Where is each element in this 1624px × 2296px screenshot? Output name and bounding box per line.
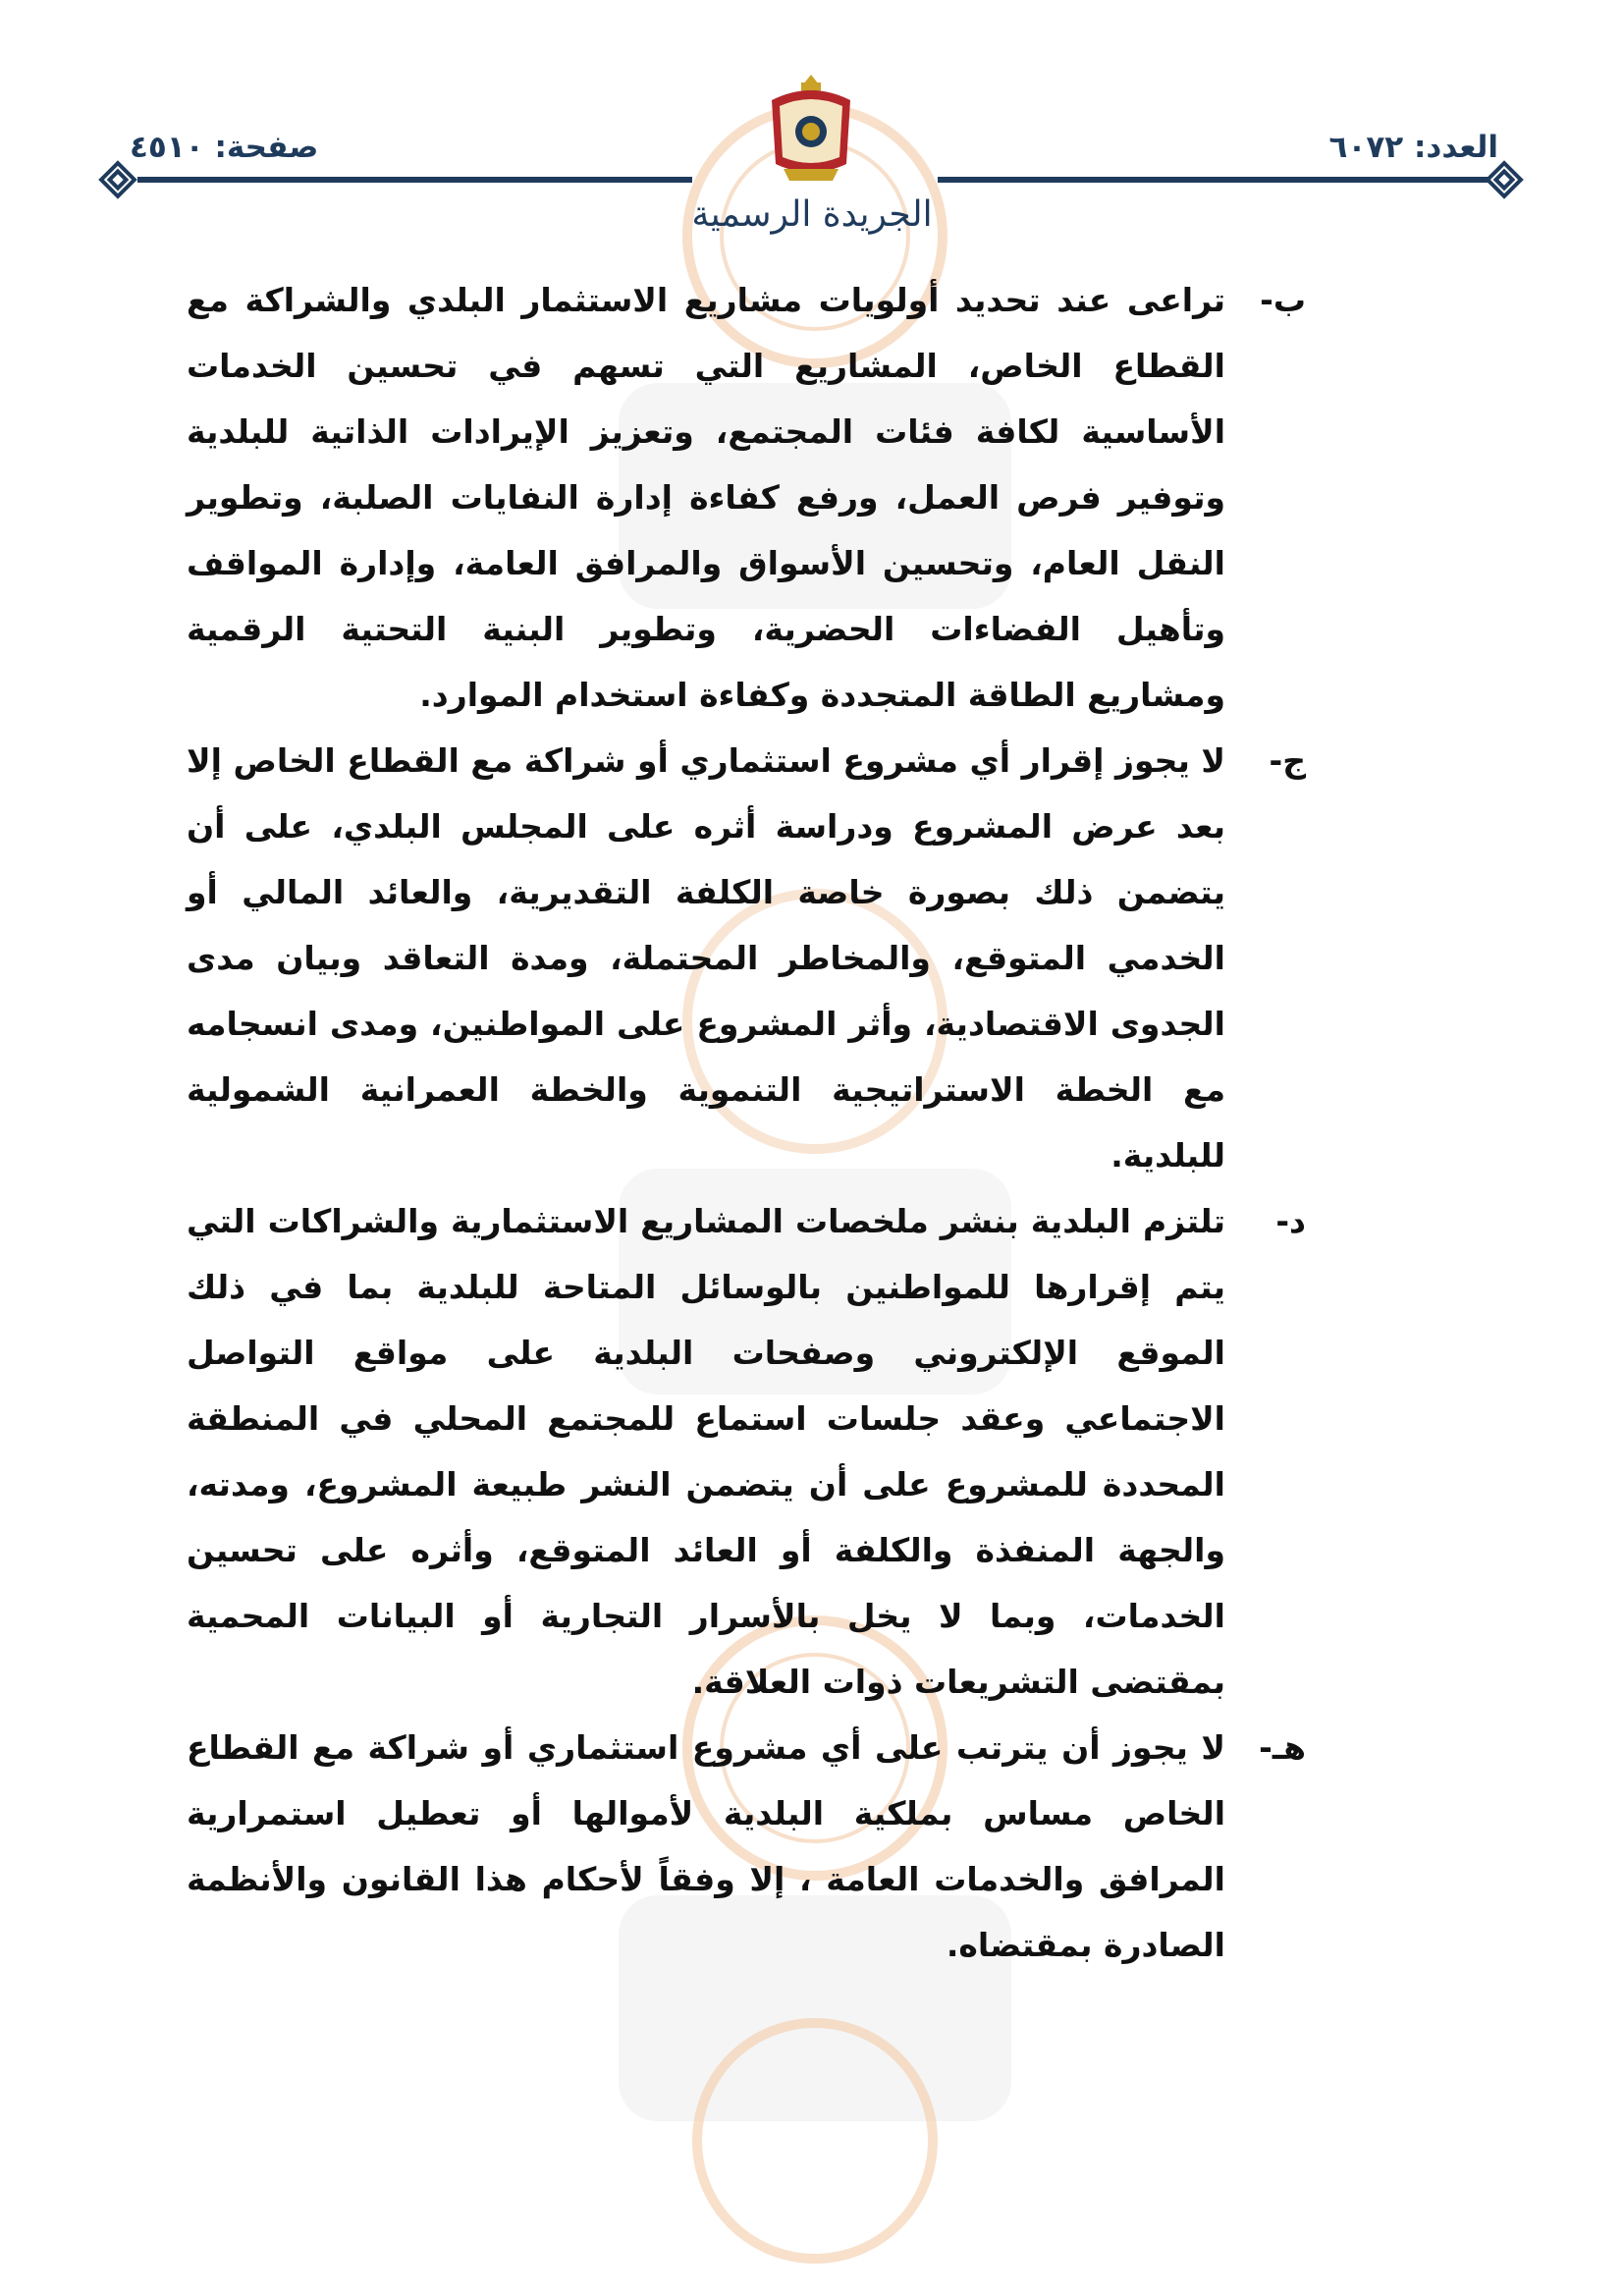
knot-ornament-icon — [1485, 160, 1524, 199]
clause-text: لا يجوز إقرار أي مشروع استثماري أو شراكة مع القطاع الخاص إلا بعد عرض المشروع ودراسة أثره على المجلس البلدي، على أن يتضمن ذلك بصورة خاصة الكلفة التقديرية، والعائد المالي أو الخدمي المتوقع، والمخاطر المحتملة، ومدة التعاقد وبيان مدى الجدوى الاقتصادية، وأثر المشروع على المواطنين، ومدى انسجامه مع الخطة الاستراتيجية التنموية والخطة العمرانية الشمولية للبلدية. — [187, 741, 1225, 1175]
header-rule-right — [938, 177, 1488, 183]
clause-b — [187, 267, 1306, 728]
clause-j — [187, 728, 1306, 1188]
issue-number: العدد: ٦٠٧٢ — [1328, 130, 1498, 165]
clause-d — [187, 1188, 1306, 1715]
clause-h — [187, 1715, 1306, 1978]
jordan-coat-of-arms-icon — [762, 71, 860, 187]
document-body — [187, 267, 1306, 1978]
clause-label: ج- — [1269, 741, 1306, 780]
page-number: صفحة: ٤٥١٠ — [130, 130, 319, 165]
clause-label: ب- — [1260, 281, 1306, 319]
clause-text: تلتزم البلدية بنشر ملخصات المشاريع الاستثمارية والشراكات التي يتم إقرارها للمواطنين بالوسائل المتاحة للبلدية بما في ذلك الموقع الإلكتروني وصفحات البلدية على مواقع التواصل الاجتماعي وعقد جلسات استماع للمجتمع المحلي في المنطقة المحددة للمشروع على أن يتضمن النشر طبيعة المشروع، ومدته، والجهة المنفذة والكلفة أو العائد المتوقع، وأثره على تحسين الخدمات، وبما لا يخل بالأسرار التجارية أو البيانات المحمية بمقتضى التشريعات ذوات العلاقة. — [187, 1202, 1225, 1701]
watermark-logo — [471, 1994, 1159, 2288]
clause-label: د- — [1275, 1202, 1306, 1240]
clause-label: هـ- — [1259, 1728, 1306, 1767]
page-header — [0, 0, 1624, 255]
knot-ornament-icon — [98, 160, 137, 199]
clause-text: تراعى عند تحديد أولويات مشاريع الاستثمار البلدي والشراكة مع القطاع الخاص، المشاريع التي تسهم في تحسين الخدمات الأساسية لكافة فئات المجتمع، وتعزيز الإيرادات الذاتية للبلدية وتوفير فرص العمل، ورفع كفاءة إدارة النفايات الصلبة، وتطوير النقل العام، وتحسين الأسواق والمرافق العامة، وإدارة المواقف وتأهيل الفضاءات الحضرية، وتطوير البنية التحتية الرقمية ومشاريع الطاقة المتجددة وكفاءة استخدام الموارد. — [187, 281, 1225, 714]
gazette-title: الجريدة الرسمية — [691, 194, 933, 235]
clause-text: لا يجوز أن يترتب على أي مشروع استثماري أو شراكة مع القطاع الخاص مساس بملكية البلدية لأموالها أو تعطيل استمرارية المرافق والخدمات العامة ، إلا وفقاً لأحكام هذا القانون والأنظمة الصادرة بمقتضاه. — [187, 1728, 1225, 1964]
header-rule-left — [137, 177, 692, 183]
